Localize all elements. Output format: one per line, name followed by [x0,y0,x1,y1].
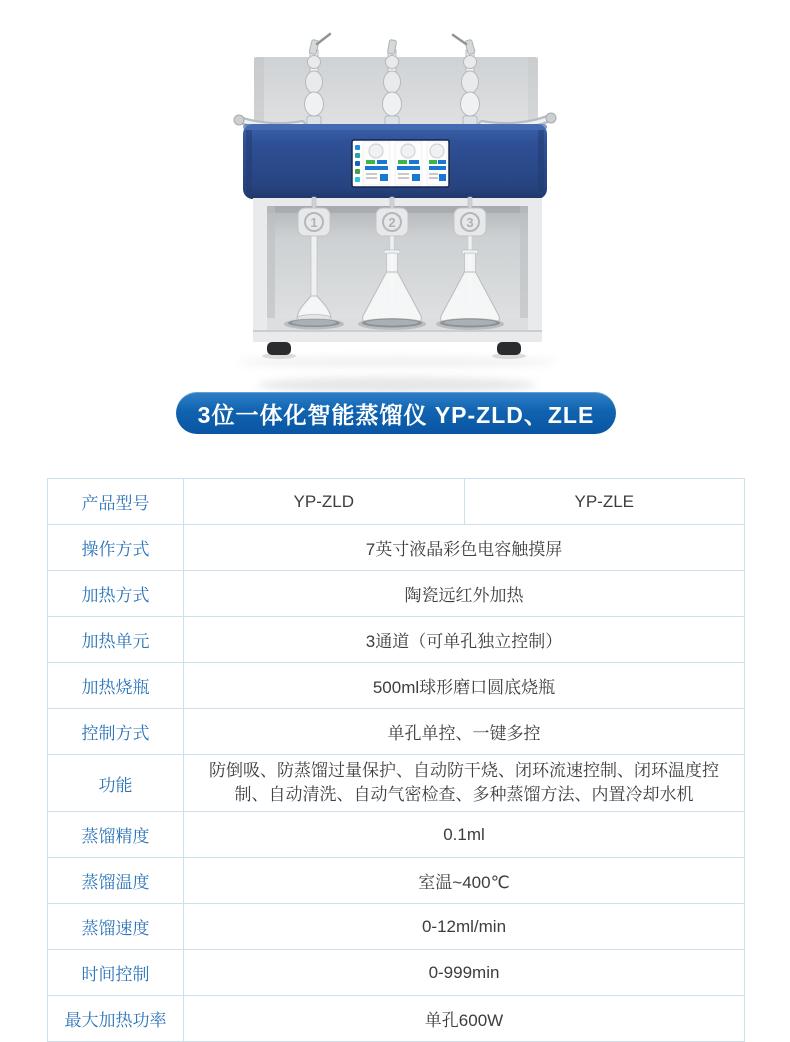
spec-table [47,478,745,1042]
spec-value: 3通道（可单孔独立控制） [184,617,745,663]
position-number: 3 [466,215,474,230]
page-title: 3位一体化智能蒸馏仪 YP-ZLD、ZLE [197,401,595,428]
spec-label: 控制方式 [48,709,184,755]
screen-channel-panels [363,142,447,185]
title-banner [176,392,616,434]
table-row [48,525,745,571]
spec-value-model-zle: YP-ZLE [464,479,745,525]
spec-value: 7英寸液晶彩色电容触摸屏 [184,525,745,571]
table-row [48,904,745,950]
spec-label: 加热烧瓶 [48,663,184,709]
spec-label: 产品型号 [48,479,184,525]
spec-value: 陶瓷远红外加热 [184,571,745,617]
table-row [48,709,745,755]
table-row [48,812,745,858]
spec-label: 功能 [48,755,184,812]
spec-label: 蒸馏精度 [48,812,184,858]
spec-value-model-zld: YP-ZLD [184,479,465,525]
table-row [48,996,745,1042]
sample-positions [284,197,504,330]
spec-label: 蒸馏温度 [48,858,184,904]
product-photo [0,0,790,462]
position-number: 2 [388,215,396,230]
table-row [48,950,745,996]
spec-value: 500ml球形磨口圆底烧瓶 [184,663,745,709]
spec-value: 单孔单控、一键多控 [184,709,745,755]
spec-value: 0-999min [184,950,745,996]
touchscreen[interactable] [352,140,449,187]
spec-label: 加热方式 [48,571,184,617]
table-row [48,617,745,663]
table-row [48,571,745,617]
spec-value: 防倒吸、防蒸馏过量保护、自动防干烧、闭环流速控制、闭环温度控制、自动清洗、自动气密检查、多种蒸馏方法、内置冷却水机 [184,755,745,812]
spec-label: 最大加热功率 [48,996,184,1042]
spec-value: 0.1ml [184,812,745,858]
spec-label: 蒸馏速度 [48,904,184,950]
spec-label: 时间控制 [48,950,184,996]
spec-value: 0-12ml/min [184,904,745,950]
spec-label: 操作方式 [48,525,184,571]
table-row [48,663,745,709]
table-row [48,479,745,525]
spec-label: 加热单元 [48,617,184,663]
spec-value: 室温~400℃ [184,858,745,904]
table-row [48,755,745,812]
table-row [48,858,745,904]
spec-table-section [47,478,745,1042]
floor-reflection [237,356,557,393]
position-number: 1 [310,215,318,230]
spec-value: 单孔600W [184,996,745,1042]
